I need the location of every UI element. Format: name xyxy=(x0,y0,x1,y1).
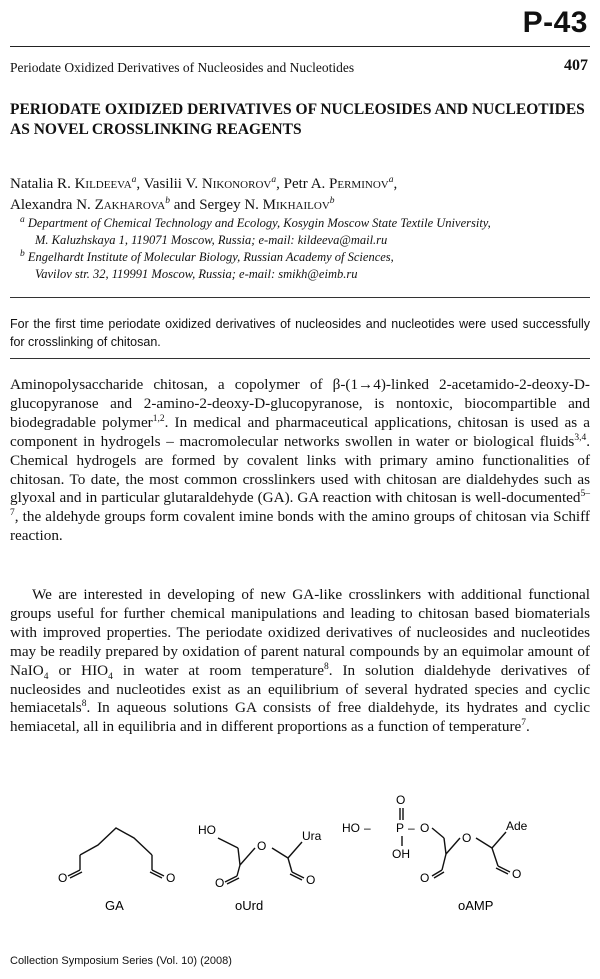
oamp-o-link: O xyxy=(420,821,430,835)
abstract-rule-top xyxy=(10,297,590,298)
page-number: 407 xyxy=(564,57,588,74)
oamp-p: P xyxy=(396,821,405,835)
chemical-structures xyxy=(40,790,580,920)
ga-label: GA xyxy=(105,898,124,913)
running-head: Periodate Oxidized Derivatives of Nucleosides and Nucleotides xyxy=(10,60,355,75)
paper-title: PERIODATE OXIDIZED DERIVATIVES OF NUCLEOSIDES AND NUCLEOTIDES AS NOVEL CROSSLINKING REAGENTS xyxy=(10,101,585,138)
oamp-o1: O xyxy=(420,871,430,885)
ga-o2: O xyxy=(166,871,176,885)
oamp-oh: OH xyxy=(392,847,410,861)
affiliation-a: $^a$ Department of Chemical Technology and Ecology, Kosygin Moscow State Textile University, xyxy=(20,214,491,230)
ourd-o1: O xyxy=(215,876,225,890)
ourd-ho: HO xyxy=(198,823,216,837)
abstract: For the first time periodate oxidized derivatives of nucleosides and nucleotides were used successfully for crosslinking of chitosan. xyxy=(10,317,590,349)
author-name: Petr A. Perminov$^a$ xyxy=(283,175,394,192)
oamp-label: oAMP xyxy=(458,898,494,913)
author-name: Alexandra N. Zakharova$^b$ xyxy=(10,196,171,213)
author-list: Natalia R. Kildeeva$^a$, Vasilii V. Nikonorov$^a$, Petr A. Perminov$^a$, Alexandra N. Zakharova$^b$ and Sergey N. Mikhailov$^b$ xyxy=(10,175,398,213)
affiliation-b: $^b$ Engelhardt Institute of Molecular Biology, Russian Academy of Sciences, xyxy=(20,248,394,264)
body-paragraph-2: We are interested in developing of new GA-like crosslinkers with additional functional groups useful for further chemical manipulations and leading to chitosan based biomaterials with improved properties. The periodate oxidized derivatives of nucleosides and nucleotides may be readily prepared by oxidation of parent natural compounds by an equimolar amount of NaIO$_4$ or $HIO_4$ in water at room temperature$^8$. In solution dialdehyde derivatives of nucleosides and nucleotides exist as an equilibrium of several hydrated species and cyclic hemiacetals$^8$. In aqueous solutions GA consists of free dialdehyde, its hydrates and cyclic hemiacetal, all in equilibria and in different proportions as a function of temperature$^7$. xyxy=(10,586,590,736)
oamp-ho: HO xyxy=(342,821,360,835)
page-id: P-43 xyxy=(522,6,588,39)
oamp-dash2: – xyxy=(408,821,415,835)
abstract-rule-bottom xyxy=(10,358,590,359)
author-name: Sergey N. Mikhailov$^b$ xyxy=(199,196,335,213)
ourd-base: Ura xyxy=(302,829,322,843)
oamp-base: Ade xyxy=(506,819,528,833)
oamp-o-top: O xyxy=(396,793,406,807)
affiliation-b-address: Vavilov str. 32, 119991 Moscow, Russia; e-mail: smikh@eimb.ru xyxy=(35,267,358,281)
oamp-o2: O xyxy=(512,867,522,881)
ga-o1: O xyxy=(58,871,68,885)
oamp-dash1: – xyxy=(364,821,371,835)
top-rule xyxy=(10,46,590,47)
affiliation-a-address: M. Kaluzhskaya 1, 119071 Moscow, Russia; e-mail: kildeeva@mail.ru xyxy=(35,233,388,247)
ourd-o2: O xyxy=(306,873,316,887)
ourd-label: oUrd xyxy=(235,898,264,913)
ourd-o-ring: O xyxy=(257,839,267,853)
footer: Collection Symposium Series (Vol. 10) (2008) xyxy=(10,955,232,967)
oamp-o-ring: O xyxy=(462,831,472,845)
body-paragraph-1: Aminopolysaccharide chitosan, a copolymer of β-(1→4)-linked 2-acetamido-2-deoxy-D-glucopyranose and 2-amino-2-deoxy-D-glucopyranose, is nontoxic, biocompartible and biodegradable polymer$^{1,2}$. In medical and pharmaceutical applications, chitosan is used as a component in hydrogels – macromolecular networks swollen in water or biological fluids$^{3,4}$. Chemical hydrogels are formed by covalent links with primary amino functionalities of chitosan. To date, the most common crosslinkers used with chitosan are dialdehydes such as glyoxal and in particular glutaraldehyde (GA). GA reaction with chitosan is well-documented$^{5-7}$, the aldehyde groups form covalent imine bonds with the amino groups of chitosan via Schiff reaction. xyxy=(10,376,591,545)
structure-oamp xyxy=(400,808,510,878)
author-name: Vasilii V. Nikonorov$^a$ xyxy=(143,175,277,192)
affiliations xyxy=(20,215,590,283)
author-name: Natalia R. Kildeeva$^a$ xyxy=(10,175,137,192)
structure-ga xyxy=(68,828,164,878)
